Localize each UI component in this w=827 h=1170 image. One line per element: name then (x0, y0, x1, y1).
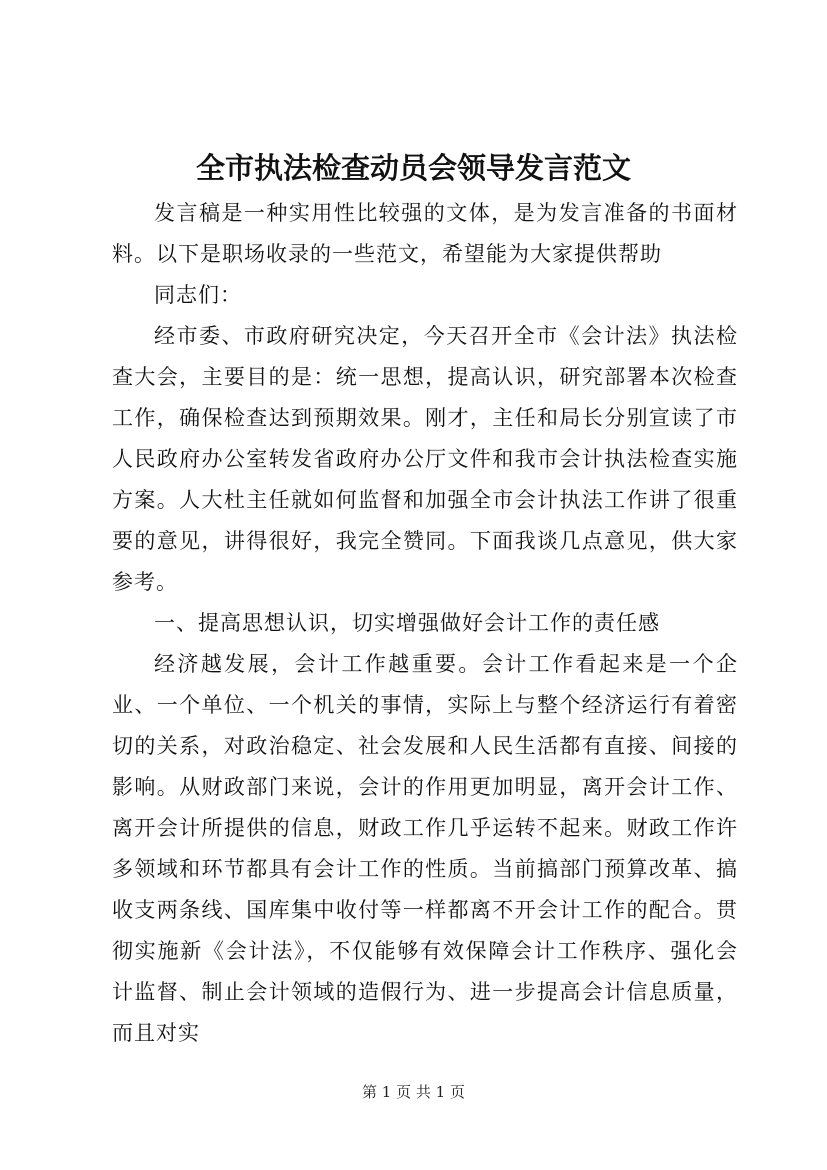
opening-paragraph: 经市委、市政府研究决定，今天召开全市《会计法》执法检查大会，主要目的是：统一思想，提高认识，研究部署本次检查工作，确保检查达到预期效果。刚才，主任和局长分别宣读了市人民政府办公室转发省政府办公厅文件和我市会计执法检查实施方案。人大杜主任就如何监督和加强全市会计执法工作讲了很重要的意见，讲得很好，我完全赞同。下面我谈几点意见，供大家参考。 (112, 324, 738, 594)
section-heading-1: 一、提高思想认识，切实增强做好会计工作的责任感 (154, 611, 660, 635)
section-1-paragraph: 经济越发展，会计工作越重要。会计工作看起来是一个企业、一个单位、一个机关的事情，实际上与整个经济运行有着密切的关系，对政治稳定、社会发展和人民生活都有直接、间接的影响。从财政部门来说，会计的作用更加明显，离开会计工作、离开会计所提供的信息，财政工作几乎运转不起来。财政工作许多领域和环节都具有会计工作的性质。当前搞部门预算改革、搞收支两条线、国库集中收付等一样都离不开会计工作的配合。贯彻实施新《会计法》，不仅能够有效保障会计工作秩序、强化会计监督、制止会计领域的造假行为、进一步提高会计信息质量，而且对实 (112, 652, 738, 1045)
document-title: 全市执法检查动员会领导发言范文 (195, 151, 631, 185)
document-body (112, 193, 738, 1054)
salutation: 同志们： (154, 283, 242, 307)
page-footer: 第 1 页 共 1 页 (362, 1083, 465, 1101)
intro-paragraph: 发言稿是一种实用性比较强的文体，是为发言准备的书面材料。以下是职场收录的一些范文，希望能为大家提供帮助 (112, 201, 738, 266)
